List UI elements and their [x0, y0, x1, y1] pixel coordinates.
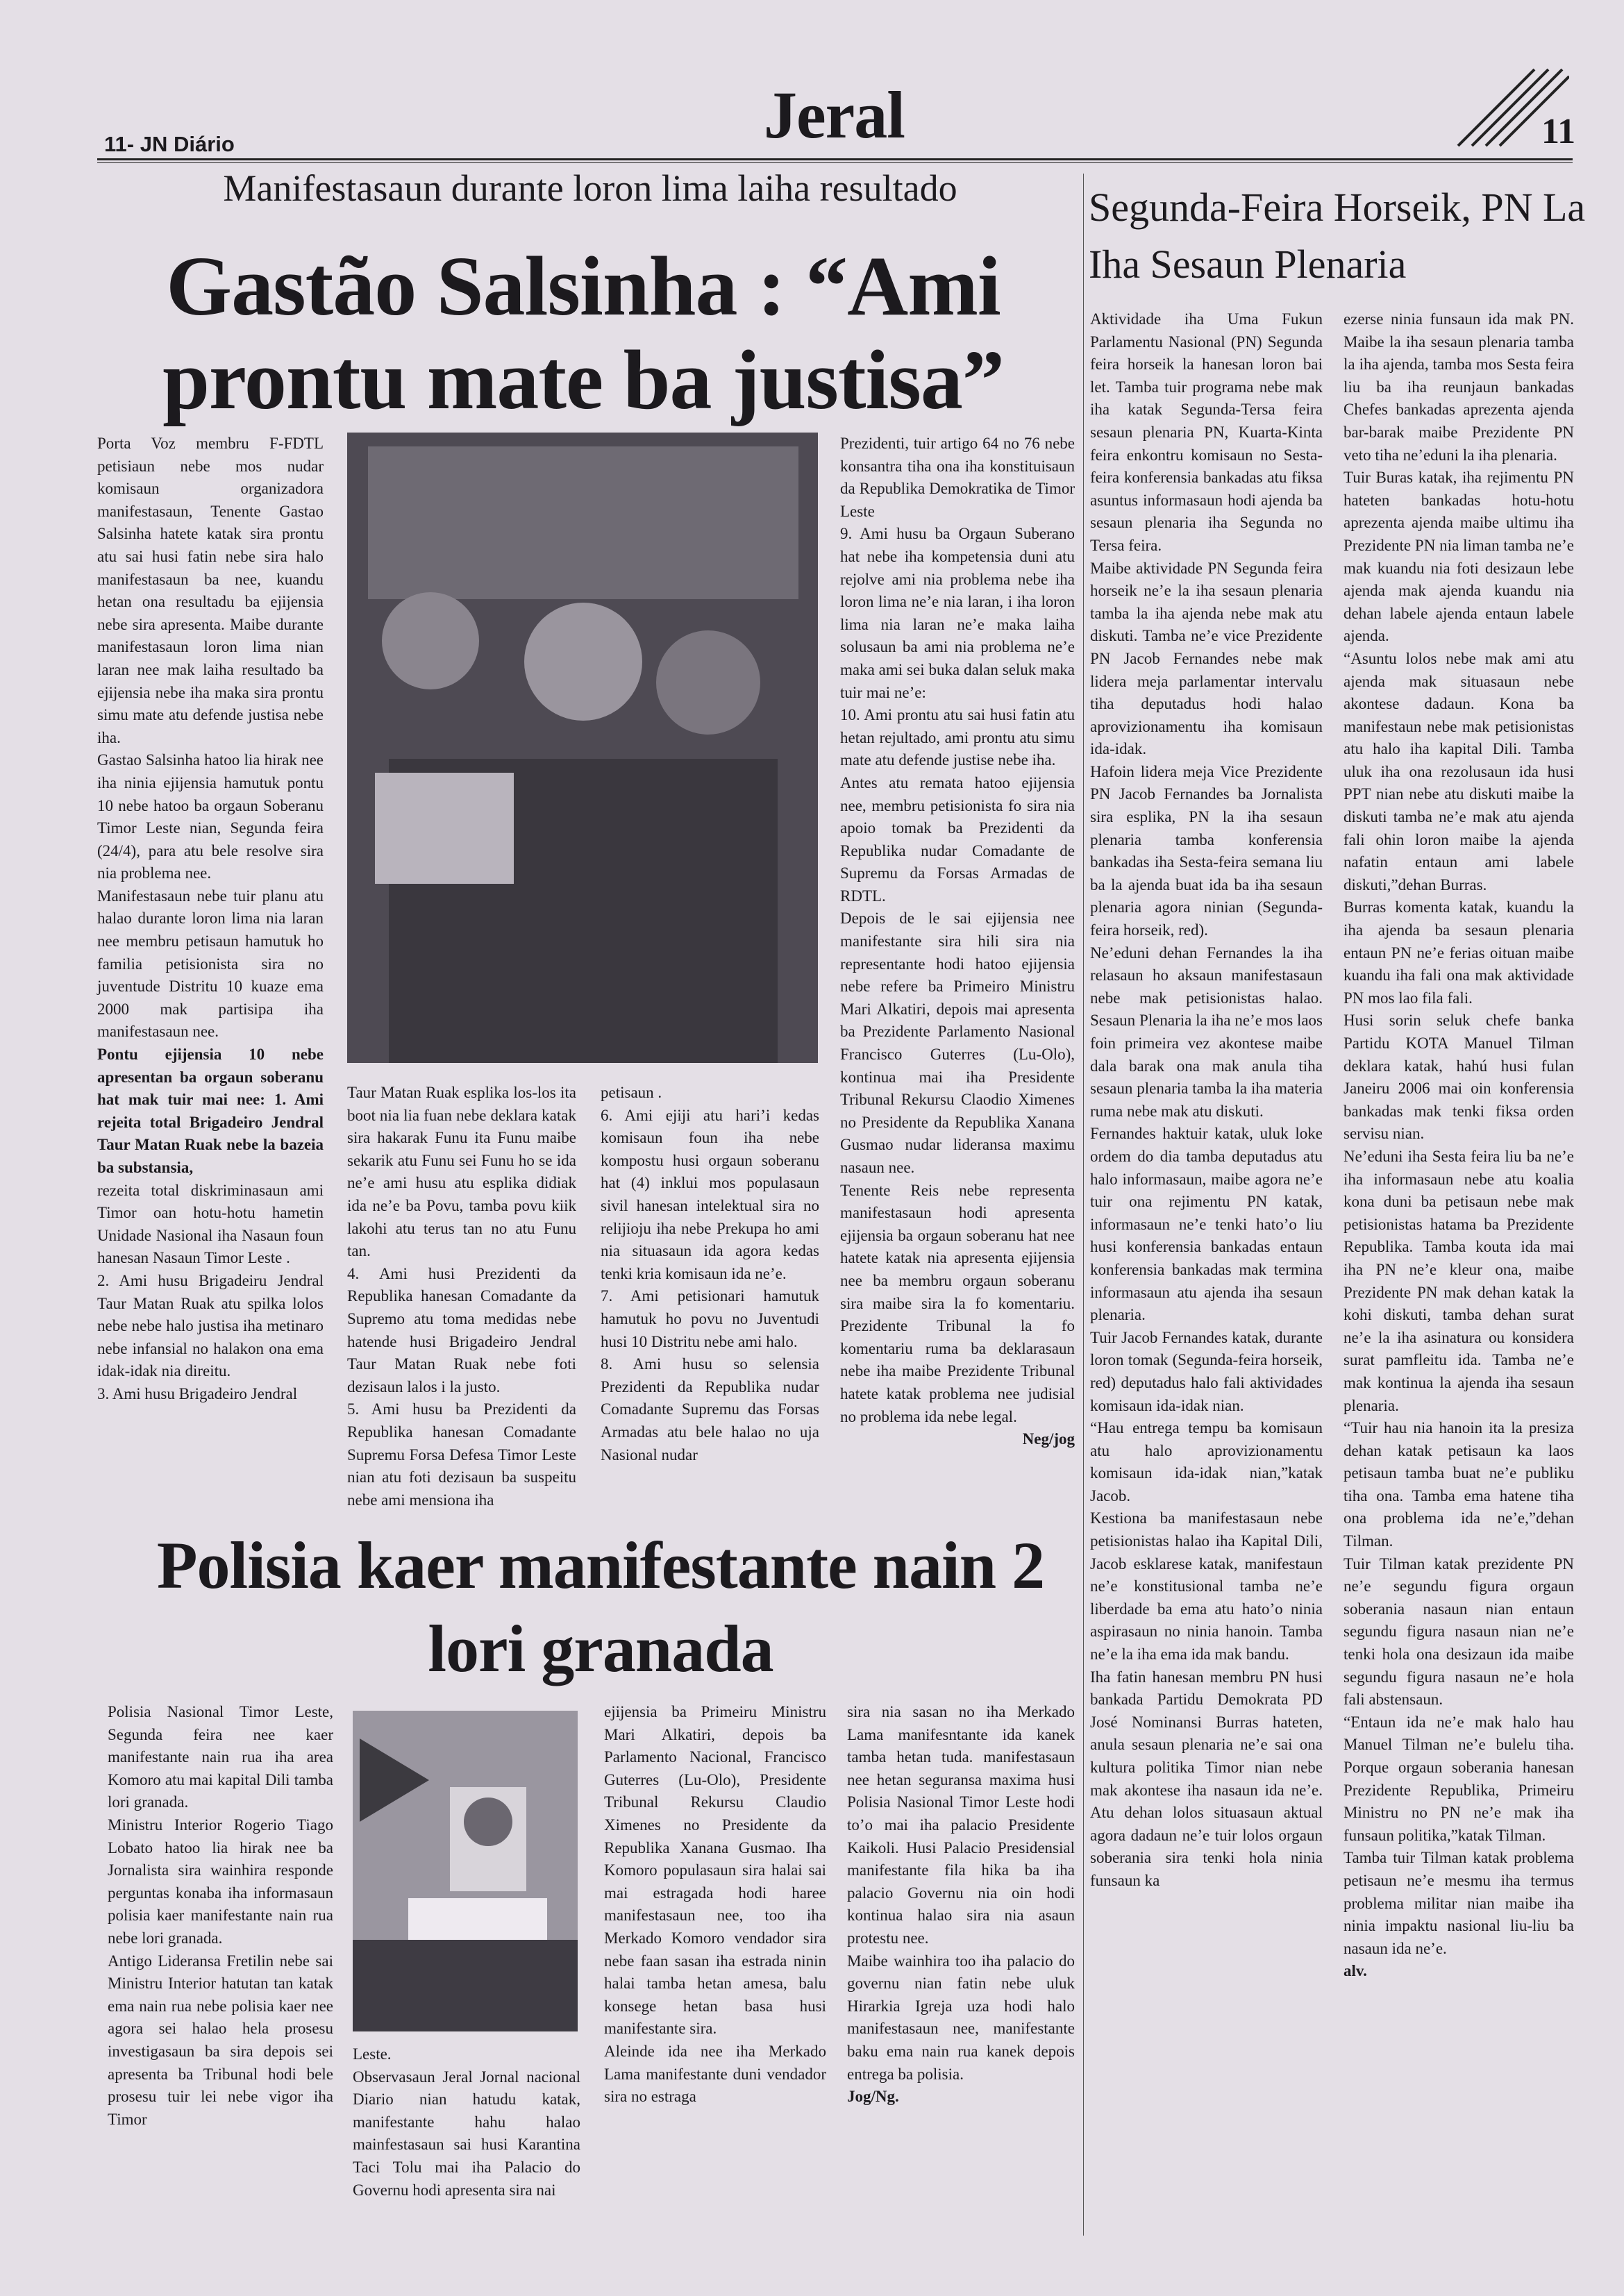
article3-paragraph: ezerse ninia funsaun ida mak PN. Maibe la iha sesaun plenaria tamba la iha ajenda, tamba mos Sesta feira liu ba iha reunjaun bankadas Chefes bankadas aprezenta ajenda bar-barak maibe Prezidente PN veto tiha ne’eduni la iha plenaria. — [1343, 310, 1574, 464]
article3-paragraph: Tuir Tilman katak prezidente PN ne’e segundu figura orgaun soberania nasaun nian entaun segundu figura nasaun nian ne’e tenki hola ona desizaun ida maibe segundu figura nasaun ne’e hola fali abstensaun. — [1343, 1555, 1574, 1709]
article1-paragraph: Gastao Salsinha hatoo lia hirak nee iha ninia ejijensia hamutuk pontu 10 nebe hatoo ba orgaun Soberanu Timor Leste nian, Segunda feira (24/4), para atu bele resolve sira nia problema nee. — [97, 751, 324, 882]
article1-paragraph: Manifestasaun nebe tuir planu atu halao durante loron lima nia laran nee membru petisaun hamutuk ho familia petisionista sira no juventude Distritu 10 kuaze ema 2000 mak partisipa iha manifestasaun nee. — [97, 887, 324, 1041]
article1-headline: Gastão Salsinha : “Ami prontu mate ba justisa” — [162, 240, 1004, 427]
article1-paragraph: 6. Ami ejiji atu hari’i kedas komisaun foun iha nebe kompostu husi orgaun soberanu hat (4) inklui mos populasaun sivil hanesan intelektual sira no relijioju iha nebe Prekupa ho ami nia situasaun ida agora kedas tenki kria komisaun ida ne’e. — [601, 1106, 819, 1282]
article1-paragraph: petisaun . — [601, 1084, 662, 1101]
article3-column-2 — [1343, 308, 1574, 1983]
article3-paragraph: Maibe aktividade PN Segunda feira horseik ne’e la iha sesaun plenaria tamba la iha ajenda nebe mak atu diskuti. Tamba ne’e vice Prezidente PN Jacob Fernandes nebe mak lidera meja parlamentar intervalu tiha deputadus hodi halao aprovizionamentu iha komisaun ida-idak. — [1090, 559, 1323, 758]
article1-paragraph: Prezidenti, tuir artigo 64 no 76 nebe konsantra tiha ona iha konstituisaun da Republika Demokratika de Timor Leste — [840, 435, 1075, 520]
article2-paragraph: sira nia sasan no iha Merkado Lama manifesntante ida kanek tamba hetan tuda. manifestasaun nee hetan seguransa maxima husi Polisia Nasional Timor Leste hodi to’o mai iha palacio Presidente Kaikoli. Husi Palacio Presidensial manifestante fila hika ba iha palacio Governu nia oin hodi kontinua halao sira nia asaun protestu nee. — [847, 1703, 1075, 1947]
article2-column-1 — [108, 1701, 333, 2131]
article3-paragraph: “Asuntu lolos nebe mak ami atu ajenda mak situasaun nebe akontese dadaun. Kona ba manifestaun nebe mak petisionistas atu halo iha kapital Dili. Tamba uluk iha ona rezolusaun ida husi PPT nian nebe atu diskuti maibe la diskuti tamba ne’e mak atu ajenda fali ohin loron maibe la ajenda nafatin entaun ami labele diskuti,”dehan Burras. — [1343, 649, 1574, 894]
header-rule — [97, 158, 1573, 160]
article1-paragraph: Porta Voz membru F-FDTL petisiaun nebe mos nudar komisaun organizadora manifestasaun, Tenente Gastao Salsinha hatete katak sira prontu atu sai husi fatin nebe sira halo manifestasaun ba nee, kuandu hetan ona resultadu ba ejijensia nebe sira apresenta. Maibe durante manifestasaun loron lima nian laran nee mak laiha resultado ba ejijensia nebe iha maka sira prontu simu mate atu defende justisa nebe iha. — [97, 435, 324, 746]
article2-paragraph: Maibe wainhira too iha palacio do governu nian fatin nebe uluk Hirarkia Igreja uza hodi halo manifestasaun nee, manifestante baku ema nain rua kanek depois entrega ba polisia. — [847, 1952, 1075, 2083]
article2-column-2 — [353, 2043, 580, 2202]
article3-paragraph: Husi sorin seluk chefe banka Partidu KOTA Manuel Tilman deklara katak, hahú husi fulan Janeiru 2006 mai oin konferensia bankadas mak tenki fiksa orden servisu nian. — [1343, 1012, 1574, 1143]
column-divider — [1083, 174, 1084, 2236]
article1-paragraph: 5. Ami husu ba Prezidenti da Republika hanesan Comadante Supremu Forsa Defesa Timor Leste nian atu foti dezisaun ba suspeitu nebe ami mensiona iha — [347, 1400, 576, 1509]
page-number: 11 — [1541, 112, 1576, 151]
article1-paragraph: Tenente Reis nebe representa manifestasaun hodi apresenta ejijensia ba orgaun soberanu hat nee hatete katak nia apresenta ejijensia nee ba membru orgaun soberanu sira maibe sira la fo komentariu. Prezidente Tribunal la fo komentariu ruma ba deklarasaun nebe iha maibe Prezidente Tribunal hatete katak problema nee judisial no problema ida nebe legal. — [840, 1181, 1075, 1425]
hatch-logo-icon — [1451, 66, 1569, 149]
article3-paragraph: Fernandes haktuir katak, uluk loke ordem do dia tamba deputadus atu halo informasaun, maibe agora ne’e tuir ona rejimentu PN katak, informasaun ne’e tenki hato’o liu husi konferensia bankadas entaun konferensia bankadas mak termina informasaun atu ajenda iha sesaun plenaria. — [1090, 1125, 1323, 1324]
article3-paragraph: Tamba tuir Tilman katak problema petisaun ne’e mesmu iha termus problema militar nian maibe iha ninia impaktu nasional liu-liu ba nasaun ida ne’e. — [1343, 1849, 1574, 1957]
article1-paragraph: Taur Matan Ruak esplika los-los ita boot nia lia fuan nebe deklara katak sira hakarak Funu ita Funu maibe sekarik atu Funu sei Funu ho se ida ne’e ami husu atu esplika didiak ida ne’e ba Povu, tamba povu kiik lakohi atu terus tan no atu Funu tan. — [347, 1084, 576, 1260]
article3-paragraph: Burras komenta katak, kuandu la iha ajenda ba sesaun plenaria entaun PN ne’e ferias oituan maibe kuandu iha fali ona mak aktividade PN mos lao fila fali. — [1343, 898, 1574, 1007]
article3-paragraph: Iha fatin hanesan membru PN husi bankada Partidu Demokrata PD José Nominansi Burras hateten, anula sesaun plenaria ne’e sai ona kultura politika Timor nian nebe mak akontese iha nasaun ida ne’e. Atu dehan lolos situasaun aktual agora dadaun ne’e tuir lolos orgaun soberania sira tenki hola ninia funsaun ka — [1090, 1668, 1323, 1889]
section-title: Jeral — [764, 78, 905, 152]
article1-paragraph: Depois de le sai ejijensia nee manifestante sira hili sira nia representante hodi hatoo ejijensia nebe refere ba Primeiro Ministru Mari Alkatiri, depois mai apresenta ba Prezidente Parlamento Nasional Francisco Guterres (Lu-Olo), kontinua mai iha Presidente Tribunal Rekursu Claodio Ximenes no Presidente da Republika Xanana Gusmao nudar lideransa maximu nasaun nee. — [840, 910, 1075, 1176]
article3-byline: alv. — [1343, 1962, 1367, 1980]
article2-column-3 — [604, 1701, 826, 2109]
article1-column-3 — [601, 1082, 819, 1466]
article1-byline: Neg/jog — [1022, 1430, 1075, 1448]
article1-paragraph: 2. Ami husu Brigadeiru Jendral Taur Matan Ruak atu spilka lolos nebe nebe halo justisa iha metinaro nebe infansial no halakon ona ema idak-idak nia direitu. — [97, 1271, 324, 1380]
article1-paragraph: Antes atu remata hatoo ejijensia nee, membru petisionista fo sira nia apoio tomak ba Prezidenti da Republika nudar Comadante de Supremu da Forsas Armadas de RDTL. — [840, 773, 1075, 905]
article1-paragraph: 9. Ami husu ba Orgaun Suberano hat nebe iha kompetensia duni atu rejolve ami nia problema nebe iha loron lima ne’e nia laran, i iha loron lima nia laran ne’e maka laiha solusaun ba ami nia problema ne’e maka ami sei buka dalan seluk maka tuir mai ne’e: — [840, 525, 1075, 701]
article3-paragraph: Hafoin lidera meja Vice Prezidente PN Jacob Fernandes ba Jornalista sira esplika, PN la iha sesaun plenaria tamba konferensia bankadas iha Sesta-feira semana liu ba la ajenda buat ida ba iha sesaun plenaria agora ninian (Segunda-feira horseik, red). — [1090, 762, 1323, 939]
article3-paragraph: Tuir Buras katak, iha rejimentu PN hateten bankadas hotu-hotu aprezenta ajenda maibe ultimu iha Prezidente PN nia liman tamba ne’e mak kuandu nia foti desizaun lebe ajenda mak ajenda kuandu nia dehan labele ajenda entaun labele ajenda. — [1343, 469, 1574, 645]
article2-byline: Jog/Ng. — [847, 2088, 899, 2106]
article1-paragraph: 3. Ami husu Brigadeiro Jendral — [97, 1384, 298, 1402]
article2-paragraph: Aleinde ida nee iha Merkado Lama manifestante duni vendador sira no estraga — [604, 2042, 826, 2106]
article2-paragraph: Observasaun Jeral Jornal nacional Diario nian hatudu katak, manifestante hahu halao mainfestasaun sai husi Karantina Taci Tolu mai iha Palacio do Governu hodi apresenta sira nai — [353, 2068, 580, 2199]
article2-headline: Polisia kaer manifestante nain 2 lori granada — [156, 1528, 1045, 1686]
article3-paragraph: Ne’eduni iha Sesta feira liu ba ne’e iha informasaun nebe atu koalia kona duni ba petisaun nebe mak petisionistas hatama ba Prezidente Republika. Tamba kouta ida mai iha PN ne’e kleur ona, maibe Prezidente PN mak dehan katak la kohi diskuti, tamba dehan surat ne’e la iha asinatura ou konsidera surat pamfleitu ida. Tamba ne’e mak kontinua la ajenda iha sesaun plenaria. — [1343, 1147, 1574, 1414]
article1-column-2 — [347, 1082, 576, 1511]
header-rule-thin — [97, 162, 1573, 163]
article1-photo — [347, 433, 818, 1063]
article3-paragraph: “Hau entrega tempu ba komisaun atu halo aprovizionamentu komisaun ida-idak nian,”katak Jacob. — [1090, 1419, 1323, 1505]
article2-paragraph: Ministru Interior Rogerio Tiago Lobato hatoo lia hirak nee ba Jornalista sira wainhira responde perguntas konaba iha informasaun polisia kaer manifestante nain rua nebe lori granada. — [108, 1816, 333, 1947]
article3-column-1 — [1090, 308, 1323, 1893]
article1-kicker: Manifestasaun durante loron lima laiha resultado — [223, 167, 957, 209]
article2-paragraph: ejijensia ba Primeiru Ministru Mari Alkatiri, depois ba Parlamento Nacional, Francisco Guterres (Lu-Olo), Presidente Tribunal Rekursu Claudio Ximenes no Presidente da Republika Xanana Gusmao. Iha Komoro populasaun sira halai sai mai estragada hodi haree manifestasaun nee, too iha Merkado Komoro vendador sira nebe faan sasan iha estrada ninin halai tamba hetan amesa, balu konsege hetan basa husi manifestante sira. — [604, 1703, 826, 2038]
article1-column-4 — [840, 433, 1075, 1451]
article1-paragraph: rezeita total diskriminasaun ami Timor oan hotu-hotu hametin Unidade Nasional iha Nasaun foun hanesan Nasaun Timor Leste . — [97, 1181, 324, 1267]
article3-paragraph: Ne’eduni dehan Fernandes la iha relasaun ho aksaun manifestasaun nebe mak petisionistas halao. Sesaun Plenaria la iha ne’e mos laos foin primeira vez akontese maibe dala barak ona mak anula tiha sesaun plenaria tamba la iha materia ruma nebe mak atu diskuti. — [1090, 944, 1323, 1120]
article1-paragraph: 8. Ami husu so selensia Prezidenti da Republika nudar Comadante Supremu das Forsas Armadas atu bele halao no uja Nasional nudar — [601, 1355, 819, 1464]
article3-paragraph: “Entaun ida ne’e mak halo hau Manuel Tilman ne’e bulelu tiha. Porque orgaun soberania hanesan Prezidente Republika, Primeiru Ministru no PN ne’e mak iha funsaun politika,”katak Tilman. — [1343, 1713, 1574, 1844]
article3-paragraph: Kestiona ba manifestasaun nebe petisionistas halao iha Kapital Dili, Jacob esklarese katak, manifestaun ne’e konstitusional tamba ne’e liberdade ba ema atu hato’o ninia aspirasaun no ninia hanoin. Tamba ne’e la iha ema ida mak bandu. — [1090, 1509, 1323, 1664]
article2-paragraph: Antigo Lideransa Fretilin nebe sai Ministru Interior hatutan tan katak ema nain rua nebe polisia kaer nee agora sei halao hela prosesu investigasaun ba sira depois sei apresenta ba Tribunal hodi bele prosesu tuir lei nebe vigor iha Timor — [108, 1952, 333, 2128]
article1-paragraph: 10. Ami prontu atu sai husi fatin atu hetan rejultado, ami prontu atu simu mate atu defende justise nebe iha. — [840, 706, 1075, 769]
page-label: 11- JN Diário — [104, 132, 235, 156]
article3-headline: Segunda-Feira Horseik, PN La Iha Sesaun Plenaria — [1089, 185, 1586, 287]
soldiers-photo-illustration — [347, 433, 818, 1063]
article2-column-4 — [847, 1701, 1075, 2109]
article2-paragraph: Leste. — [353, 2045, 392, 2063]
article1-paragraph: Pontu ejijensia 10 nebe apresentan ba orgaun soberanu hat mak tuir mai nee: 1. Ami rejeita total Brigadeiro Jendral Taur Matan Ruak nebe la bazeia ba substansia, — [97, 1046, 324, 1176]
article1-column-1 — [97, 433, 324, 1406]
article3-paragraph: Aktividade iha Uma Fukun Parlamentu Nasional (PN) Segunda feira horseik la hanesan loron bai let. Tamba tuir programa nebe mak iha katak Segunda-Tersa feira sesaun plenaria PN, Kuarta-Kinta feira enkontru komisaun no Sesta-feira konferensia bankadas atu fiksa asuntus informasaun hodi ajenda ba sesaun plenaria iha Segunda no Tersa feira. — [1090, 310, 1323, 554]
article2-paragraph: Polisia Nasional Timor Leste, Segunda feira nee kaer manifestante nain rua iha area Komoro atu mai kapital Dili tamba lori granada. — [108, 1703, 333, 1811]
article2-photo — [353, 1711, 578, 2031]
article1-paragraph: 4. Ami husi Prezidenti da Republika hanesan Comadante da Supremo atu toma medidas nebe hatende husi Brigadeiro Jendral Taur Matan Ruak nebe foti dezisaun lalos i la justo. — [347, 1264, 576, 1396]
article3-paragraph: “Tuir hau nia hanoin ita la presiza dehan katak petisaun ka laos petisaun tamba buat ne’e publiku tiha ona. Tamba ema hatene tiha ona problema ida ne’e,”dehan Tilman. — [1343, 1419, 1574, 1550]
article3-paragraph: Tuir Jacob Fernandes katak, durante loron tomak (Segunda-feira horseik, red) deputadus halo fali aktividades komisaun ida-idak nian. — [1090, 1328, 1323, 1414]
article1-paragraph: 7. Ami petisionari hamutuk hamutuk ho povu no Juventudi husi 10 Distritu nebe ami halo. — [601, 1287, 819, 1350]
protest-photo-illustration — [353, 1711, 578, 2031]
